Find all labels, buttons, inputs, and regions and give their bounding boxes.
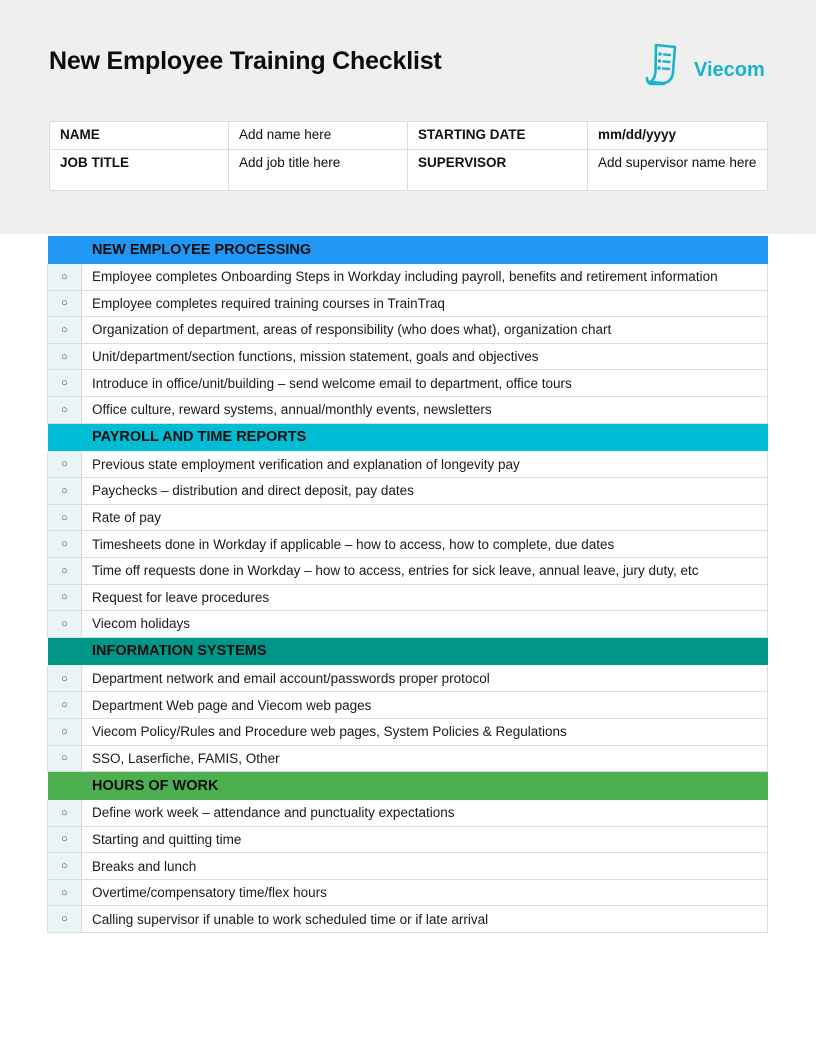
- job-title-field[interactable]: Add job title here: [229, 150, 408, 191]
- checkbox-circle-icon[interactable]: ○: [48, 370, 82, 397]
- info-row: [50, 122, 768, 150]
- checklist-item-text: Time off requests done in Workday – how to access, entries for sick leave, annual leave, jury duty, etc: [82, 557, 768, 584]
- checkbox-circle-icon[interactable]: ○: [48, 264, 82, 291]
- checklist-item-text: Unit/department/section functions, mission statement, goals and objectives: [82, 343, 768, 370]
- checklist-item-text: Employee completes Onboarding Steps in Workday including payroll, benefits and retirement information: [82, 264, 768, 291]
- checklist-item-row: [48, 396, 768, 423]
- checkbox-circle-icon[interactable]: ○: [48, 692, 82, 719]
- checklist-item-text: Timesheets done in Workday if applicable – how to access, how to complete, due dates: [82, 531, 768, 558]
- section-header-row: [48, 236, 768, 264]
- job-title-label: JOB TITLE: [50, 150, 229, 191]
- checklist-item-text: Overtime/compensatory time/flex hours: [82, 879, 768, 906]
- checklist-item-row: [48, 370, 768, 397]
- info-row: [50, 150, 768, 191]
- checklist-item-text: Viecom holidays: [82, 611, 768, 638]
- checkbox-circle-icon[interactable]: ○: [48, 745, 82, 772]
- checklist-item-row: [48, 745, 768, 772]
- checkbox-circle-icon[interactable]: ○: [48, 665, 82, 692]
- checklist-item-text: Calling supervisor if unable to work scheduled time or if late arrival: [82, 906, 768, 933]
- checklist-item-row: [48, 879, 768, 906]
- checklist-item-text: Viecom Policy/Rules and Procedure web pages, System Policies & Regulations: [82, 718, 768, 745]
- checklist-item-text: Request for leave procedures: [82, 584, 768, 611]
- employee-info-table: [49, 121, 768, 191]
- checklist-item-row: [48, 611, 768, 638]
- checklist-item-text: Define work week – attendance and punctuality expectations: [82, 800, 768, 827]
- checklist-item-text: Employee completes required training courses in TrainTraq: [82, 290, 768, 317]
- checkbox-circle-icon[interactable]: ○: [48, 906, 82, 933]
- section-header-spacer: [48, 772, 82, 800]
- checklist-document-icon: [644, 42, 690, 88]
- checklist-item-text: Department Web page and Viecom web pages: [82, 692, 768, 719]
- checkbox-circle-icon[interactable]: ○: [48, 343, 82, 370]
- supervisor-label: SUPERVISOR: [408, 150, 588, 191]
- checkbox-circle-icon[interactable]: ○: [48, 504, 82, 531]
- checkbox-circle-icon[interactable]: ○: [48, 290, 82, 317]
- checkbox-circle-icon[interactable]: ○: [48, 557, 82, 584]
- checkbox-circle-icon[interactable]: ○: [48, 396, 82, 423]
- section-title: HOURS OF WORK: [92, 777, 219, 794]
- checklist-item-row: [48, 800, 768, 827]
- checkbox-circle-icon[interactable]: ○: [48, 531, 82, 558]
- checkbox-circle-icon[interactable]: ○: [48, 451, 82, 478]
- checklist-item-row: [48, 718, 768, 745]
- section-header-row: [48, 772, 768, 800]
- brand-logo: [644, 42, 770, 88]
- checklist-item-text: Rate of pay: [82, 504, 768, 531]
- checkbox-circle-icon[interactable]: ○: [48, 800, 82, 827]
- checklist-item-text: Organization of department, areas of responsibility (who does what), organization chart: [82, 317, 768, 344]
- training-checklist-table: [47, 235, 768, 933]
- section-header-spacer: [48, 236, 82, 264]
- checklist-item-text: Breaks and lunch: [82, 853, 768, 880]
- section-title: PAYROLL AND TIME REPORTS: [92, 429, 307, 446]
- checkbox-circle-icon[interactable]: ○: [48, 826, 82, 853]
- starting-date-field[interactable]: mm/dd/yyyy: [588, 122, 768, 150]
- checklist-item-row: [48, 826, 768, 853]
- checklist-item-row: [48, 343, 768, 370]
- checklist-item-text: Department network and email account/passwords proper protocol: [82, 665, 768, 692]
- checklist-item-text: SSO, Laserfiche, FAMIS, Other: [82, 745, 768, 772]
- supervisor-field[interactable]: Add supervisor name here: [588, 150, 768, 191]
- checklist-item-row: [48, 290, 768, 317]
- section-title: INFORMATION SYSTEMS: [92, 643, 267, 660]
- page-title: New Employee Training Checklist: [49, 47, 442, 75]
- checkbox-circle-icon[interactable]: ○: [48, 584, 82, 611]
- checklist-item-row: [48, 853, 768, 880]
- checklist-item-row: [48, 531, 768, 558]
- section-header-spacer: [48, 423, 82, 451]
- checkbox-circle-icon[interactable]: ○: [48, 879, 82, 906]
- section-title: NEW EMPLOYEE PROCESSING: [92, 241, 312, 258]
- checkbox-circle-icon[interactable]: ○: [48, 718, 82, 745]
- checkbox-circle-icon[interactable]: ○: [48, 317, 82, 344]
- checklist-item-text: Starting and quitting time: [82, 826, 768, 853]
- name-label: NAME: [50, 122, 229, 150]
- header-band: [0, 0, 816, 234]
- checklist-item-row: [48, 906, 768, 933]
- checkbox-circle-icon[interactable]: ○: [48, 853, 82, 880]
- name-field[interactable]: Add name here: [229, 122, 408, 150]
- checklist-item-row: [48, 478, 768, 505]
- checklist-item-row: [48, 451, 768, 478]
- checklist-item-row: [48, 264, 768, 291]
- checklist-item-row: [48, 557, 768, 584]
- checklist-item-row: [48, 584, 768, 611]
- checklist-item-text: Paychecks – distribution and direct deposit, pay dates: [82, 478, 768, 505]
- checklist-item-row: [48, 665, 768, 692]
- checklist-item-text: Office culture, reward systems, annual/monthly events, newsletters: [82, 396, 768, 423]
- checkbox-circle-icon[interactable]: ○: [48, 611, 82, 638]
- section-header-row: [48, 423, 768, 451]
- section-header-row: [48, 637, 768, 665]
- starting-date-label: STARTING DATE: [408, 122, 588, 150]
- checklist-item-text: Previous state employment verification and explanation of longevity pay: [82, 451, 768, 478]
- checklist-item-row: [48, 317, 768, 344]
- section-header-spacer: [48, 637, 82, 665]
- checklist-item-text: Introduce in office/unit/building – send welcome email to department, office tours: [82, 370, 768, 397]
- checkbox-circle-icon[interactable]: ○: [48, 478, 82, 505]
- checklist-item-row: [48, 504, 768, 531]
- checklist-item-row: [48, 692, 768, 719]
- brand-name: Viecom: [694, 59, 765, 81]
